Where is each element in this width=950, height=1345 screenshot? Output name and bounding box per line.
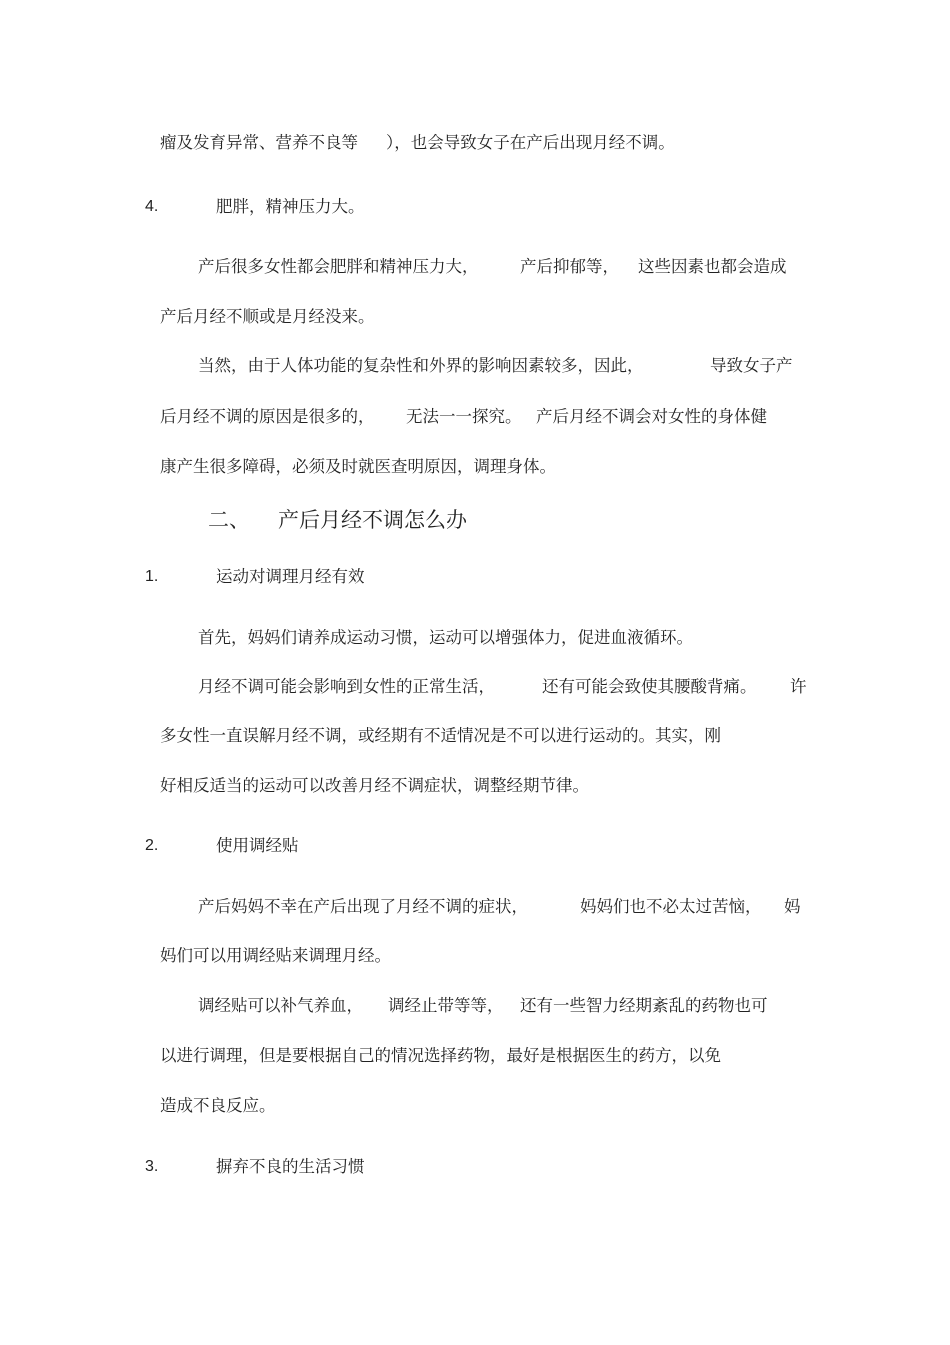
obesity-paragraph-line-2: 产后月经不顺或是月经没来。 — [160, 307, 375, 326]
item-2-number: 2. — [145, 837, 159, 854]
continuation-text-2: ），也会导致女子在产后出现月经不调。 — [386, 133, 675, 152]
item-4-title: 肥胖，精神压力大。 — [216, 197, 365, 216]
conclusion-text-a: 当然，由于人体功能的复杂性和外界的影响因素较多，因此， — [198, 356, 644, 375]
conclusion-text-c: 后月经不调的原因是很多的， — [160, 407, 375, 426]
patch-text-c1: 调经贴可以补气养血， — [198, 996, 363, 1015]
item-3-number: 3. — [145, 1158, 159, 1175]
obesity-text-b: 产后抑郁等， — [520, 257, 619, 276]
exercise-text-c: 许 — [790, 677, 807, 696]
exercise-paragraph-2-line-3: 好相反适当的运动可以改善月经不调症状，调整经期节律。 — [160, 776, 589, 795]
obesity-paragraph-line-1 — [198, 256, 818, 278]
item-1-number: 1. — [145, 568, 159, 585]
conclusion-paragraph-line-2 — [160, 406, 820, 428]
obesity-text-a: 产后很多女性都会肥胖和精神压力大， — [198, 257, 479, 276]
conclusion-paragraph-line-3: 康产生很多障碍，必须及时就医查明原因，调理身体。 — [160, 457, 556, 476]
item-2-title: 使用调经贴 — [216, 836, 299, 855]
patch-paragraph-2-line-2: 以进行调理，但是要根据自己的情况选择药物，最好是根据医生的药方，以免 — [160, 1046, 721, 1065]
exercise-paragraph-1: 首先，妈妈们请养成运动习惯，运动可以增强体力，促进血液循环。 — [198, 628, 693, 647]
section-2-number: 二、 — [208, 508, 250, 532]
item-3-title: 摒弃不良的生活习惯 — [216, 1157, 365, 1176]
patch-text-c: 妈 — [784, 897, 801, 916]
patch-text-c3: 还有一些智力经期紊乱的药物也可 — [520, 996, 768, 1015]
conclusion-text-b: 导致女子产 — [710, 356, 793, 375]
patch-paragraph-2-line-1 — [198, 995, 818, 1017]
patch-paragraph-2-line-3: 造成不良反应。 — [160, 1096, 276, 1115]
patch-text-c2: 调经止带等等， — [388, 996, 504, 1015]
conclusion-text-d: 无法一一探究。 — [406, 407, 522, 426]
exercise-text-a: 月经不调可能会影响到女性的正常生活， — [198, 677, 495, 696]
exercise-paragraph-2-line-2: 多女性一直误解月经不调，或经期有不适情况是不可以进行运动的。其实，刚 — [160, 726, 721, 745]
patch-paragraph-1-line-2: 妈们可以用调经贴来调理月经。 — [160, 946, 391, 965]
exercise-text-b: 还有可能会致使其腰酸背痛。 — [542, 677, 757, 696]
patch-text-a: 产后妈妈不幸在产后出现了月经不调的症状， — [198, 897, 528, 916]
item-4-number: 4. — [145, 198, 159, 215]
obesity-text-c: 这些因素也都会造成 — [638, 257, 787, 276]
patch-paragraph-1-line-1 — [198, 896, 818, 918]
item-1-title: 运动对调理月经有效 — [216, 567, 365, 586]
section-2-title: 产后月经不调怎么办 — [278, 508, 467, 532]
exercise-paragraph-2-line-1 — [198, 676, 818, 698]
conclusion-paragraph-line-1 — [198, 355, 818, 377]
conclusion-text-e: 产后月经不调会对女性的身体健 — [536, 407, 767, 426]
patch-text-b: 妈妈们也不必太过苦恼， — [580, 897, 762, 916]
continuation-text-1: 瘤及发育异常、营养不良等 — [160, 133, 358, 152]
